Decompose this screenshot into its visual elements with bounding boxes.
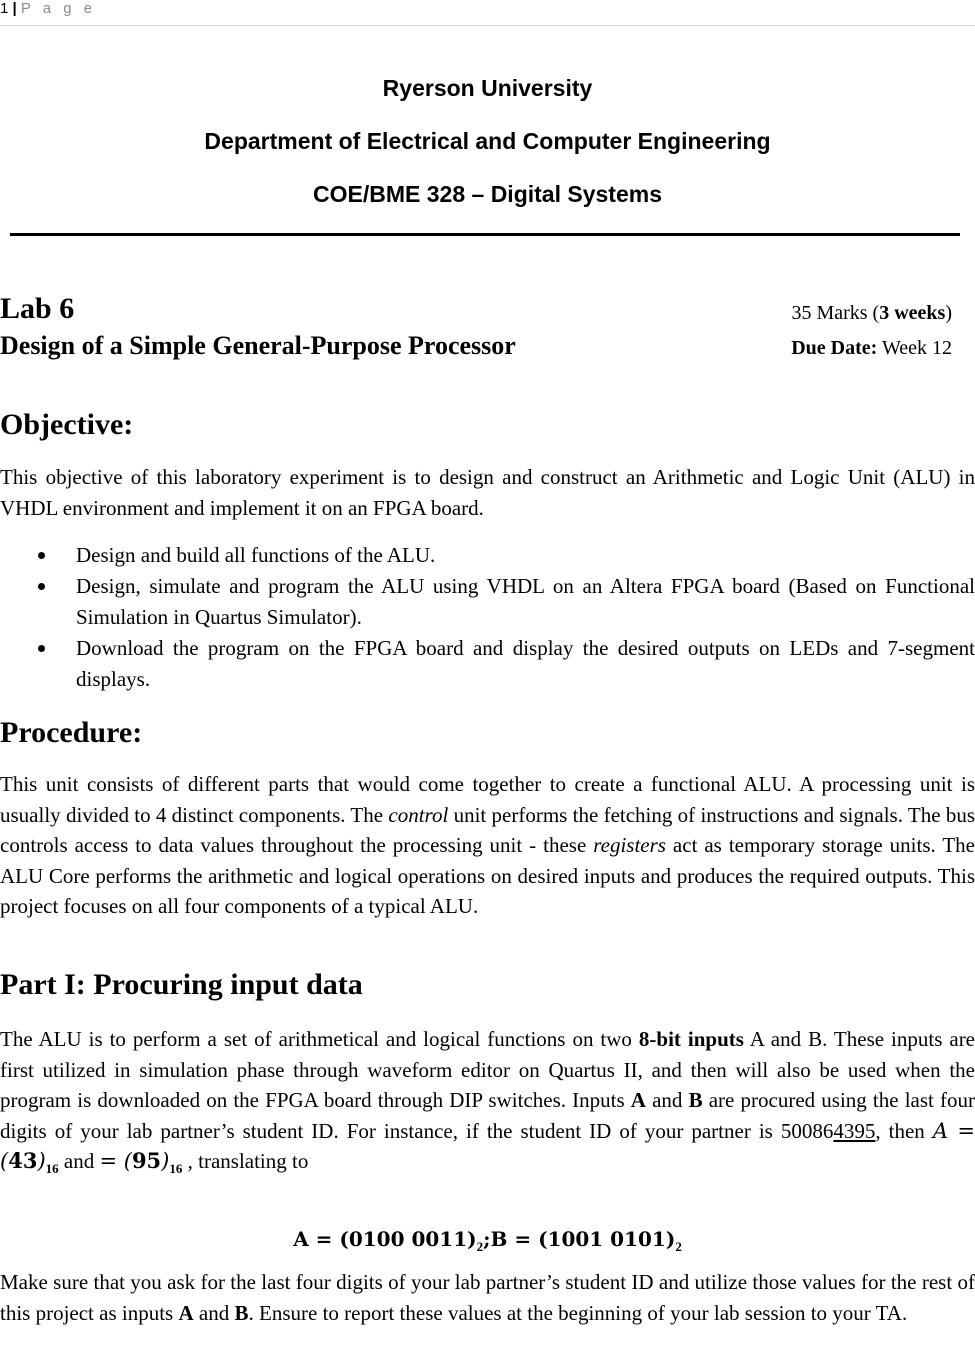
binary-b-base: 2 — [675, 1239, 682, 1254]
binary-b: B = (1001 0101) — [490, 1227, 676, 1251]
objective-bullet-1: Design and build all functions of the ALU. — [76, 543, 436, 567]
binary-equation — [0, 1227, 975, 1255]
part1-and: and — [645, 1088, 689, 1113]
closing-and: and — [193, 1300, 235, 1325]
lab-subtitle: Design of a Simple General-Purpose Processor — [0, 331, 516, 360]
hex-b-value: 95 — [131, 1148, 162, 1174]
due-date — [791, 337, 952, 360]
objective-heading: Objective: — [0, 408, 134, 441]
closing-text-a: Make sure that you ask for the last four digits of your lab partner’s student ID and utilize those values for the rest of this project as inputs — [0, 1270, 975, 1325]
header-divider — [0, 25, 975, 26]
part1-text-b: A and B. These inputs are first utilized in simulation phase through waveform editor on Quartus II, and then will also be used when the program is downloaded on the FPGA board through DIP switches. Inputs — [0, 1027, 975, 1113]
closing-text-b: . Ensure to report these values at the beginning of your lab session to your TA. — [248, 1300, 908, 1325]
marks-duration: 3 weeks — [879, 302, 946, 324]
hex-b-lhs: = ( — [99, 1149, 132, 1174]
objective-bullet-3: Download the program on the FPGA board and display the desired outputs on LEDs and 7-segment displays. — [76, 636, 975, 691]
procedure-text-1: This unit consists of different parts that would come together to create a functional ALU. A processing unit is usually divided to 4 distinct components. The — [0, 772, 975, 827]
list-item — [0, 633, 975, 695]
procedure-heading: Procedure: — [0, 716, 143, 749]
procedure-control-term: control — [388, 802, 449, 827]
objective-list — [0, 540, 975, 695]
closing-input-b: B — [234, 1300, 249, 1325]
hex-a-lhs: A = ( — [0, 1118, 975, 1174]
student-id-start: 50086 — [780, 1118, 834, 1143]
marks-info — [791, 302, 952, 325]
part1-text-d: , then — [875, 1118, 933, 1143]
hex-a-paren: ) — [37, 1149, 46, 1174]
department-name: Department of Electrical and Computer Engineering — [204, 128, 771, 154]
hex-b-base: 16 — [169, 1161, 183, 1177]
marks-prefix: 35 Marks ( — [791, 302, 880, 324]
part1-text-f: , translating to — [182, 1149, 309, 1174]
page-number — [0, 0, 96, 17]
page-number-value: 1 — [0, 0, 9, 17]
procedure-text-2: unit performs the fetching of instructions and signals. The bus controls access to data values throughout the processing unit - these — [0, 802, 975, 858]
binary-a-base: 2 — [476, 1239, 484, 1254]
page-label: P a g e — [20, 0, 97, 17]
procedure-registers-term: registers — [593, 833, 666, 858]
part1-8bit-inputs: 8-bit inputs — [638, 1027, 744, 1051]
binary-a: A = (0100 0011) — [293, 1227, 477, 1251]
bullet-icon — [38, 645, 45, 652]
list-item — [0, 571, 975, 633]
procedure-text-3: act as temporary storage units. The ALU Core performs the arithmetic and logical operations on desired inputs and produces the required outputs. This project focuses on all four components of a typical ALU. — [0, 833, 975, 919]
part1-input-a: A — [630, 1088, 646, 1113]
part1-input-b: B — [688, 1088, 703, 1113]
objective-text: This objective of this laboratory experiment is to design and construct an Arithmetic and Logic Unit (ALU) in VHDL environment and implement it on an FPGA board. — [0, 465, 975, 520]
course-title: COE/BME 328 – Digital Systems — [313, 181, 662, 207]
binary-separator: ; — [483, 1227, 491, 1251]
objective-bullet-2: Design, simulate and program the ALU using VHDL on an Altera FPGA board (Based on Functional Simulation in Quartus Simulator). — [76, 574, 975, 629]
part1-closing-text — [0, 1267, 975, 1328]
part1-text — [0, 1024, 975, 1185]
part1-text-c: are procured using the last four digits of your lab partner’s student ID. For instance, if the student ID of your partner is — [0, 1088, 975, 1143]
closing-input-a: A — [178, 1300, 194, 1325]
procedure-text — [0, 769, 975, 922]
due-date-value: Week 12 — [881, 337, 952, 359]
part1-heading: Part I: Procuring input data — [0, 968, 363, 1001]
bullet-icon — [38, 583, 45, 590]
marks-suffix: ) — [945, 302, 952, 324]
lab-title: Lab 6 — [0, 292, 75, 325]
page-number-separator: | — [12, 0, 17, 17]
university-name: Ryerson University — [382, 75, 593, 101]
due-date-label: Due Date: — [791, 337, 878, 359]
bullet-icon — [38, 552, 45, 559]
hex-b-paren: ) — [161, 1149, 170, 1174]
list-item — [0, 540, 975, 571]
title-rule — [10, 233, 960, 236]
hex-a-value: 43 — [8, 1148, 38, 1174]
part1-text-a: The ALU is to perform a set of arithmetical and logical functions on two — [0, 1027, 639, 1051]
hex-a-base: 16 — [45, 1161, 59, 1177]
part1-text-e: and — [58, 1149, 100, 1174]
student-id-last-digits: 4395 — [833, 1118, 876, 1143]
